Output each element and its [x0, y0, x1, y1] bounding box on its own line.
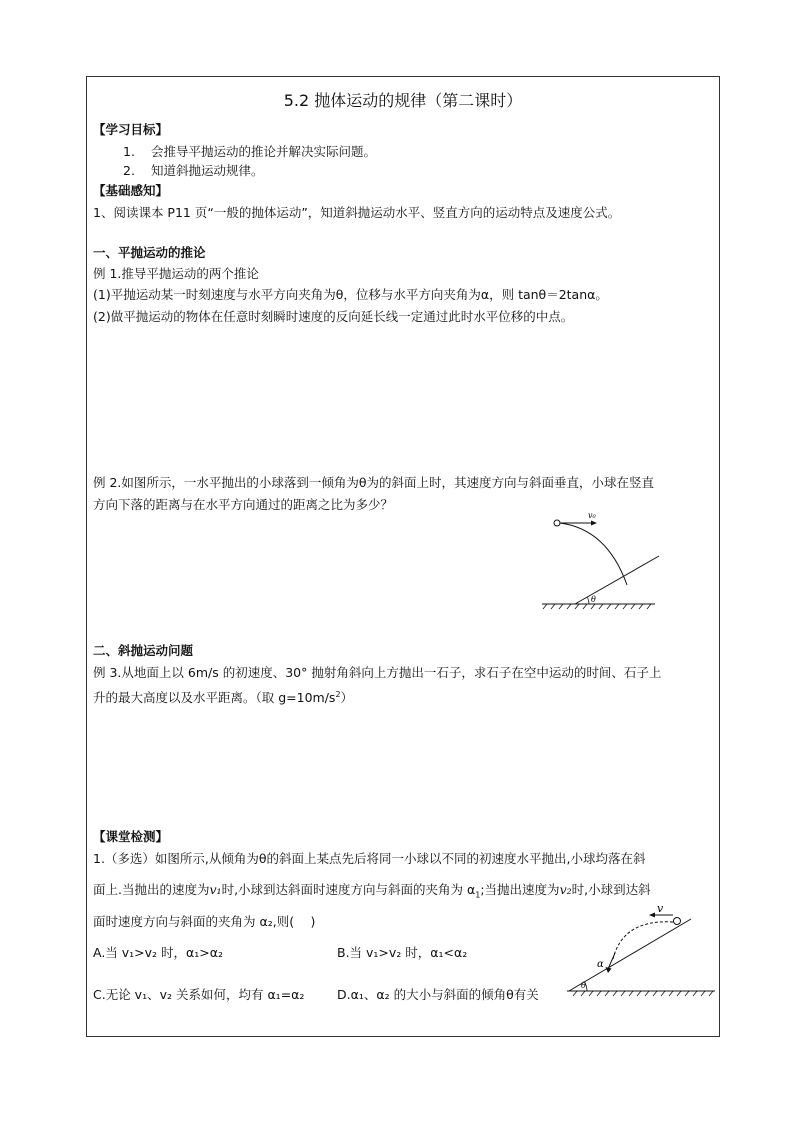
trajectory-curve — [560, 523, 627, 585]
alpha-label: α — [597, 959, 604, 970]
page-title: 5.2 抛体运动的规律（第二课时） — [283, 91, 523, 110]
objective-2-text: 知道斜抛运动规律。 — [151, 163, 264, 178]
trajectory-curve — [613, 922, 673, 959]
velocity-arrowhead — [649, 913, 655, 918]
objective-1-text: 会推导平抛运动的推论并解决实际问题。 — [151, 144, 377, 159]
basic-text: 1、阅读课本 P11 页“一般的抛体运动”，知道斜抛运动水平、竖直方向的运动特点及速度公式。 — [93, 205, 621, 220]
option-d: D.α₁、α₂ 的大小与斜面的倾角θ有关 — [337, 987, 539, 1002]
example2-line2: 方向下落的距离与在水平方向通过的距离之比为多少？ — [93, 497, 394, 512]
incline-projectile-figure — [537, 505, 667, 615]
example3-line2: 升的最大高度以及水平距离。（取 $g=10m/s^2$） — [93, 690, 354, 706]
angle-arc — [588, 598, 590, 605]
example1-item1: (1)平抛运动某一时刻速度与水平方向夹角为θ，位移与水平方向夹角为α，则 tanθ＝2tanα。 — [93, 287, 608, 302]
example3-line1: 例 3.从地面上以 6m/s 的初速度、30° 抛射角斜向上方抛出一石子，求石子在空中运动的时间、石子上 — [93, 665, 662, 680]
question1-line3: 面时速度方向与斜面的夹角为 α₂,则( ) — [93, 914, 316, 929]
example1-title: 例 1.推导平抛运动的两个推论 — [93, 266, 259, 281]
incline-throw-figure — [557, 903, 719, 999]
landing-arrowhead — [606, 967, 612, 973]
question1-line1: 1.（多选）如图所示,从倾角为θ的斜面上某点先后将同一小球以不同的初速度水平抛出,小球均落在斜 — [93, 851, 646, 866]
option-a: A.当 v₁>v₂ 时，α₁>α₂ — [93, 945, 224, 960]
v-label: v — [657, 903, 664, 915]
landing-velocity — [608, 953, 615, 969]
incline-line — [569, 919, 691, 991]
check-heading: 【课堂检测】 — [93, 829, 169, 844]
velocity-arrowhead — [591, 521, 597, 526]
basic-heading: 【基础感知】 — [93, 183, 169, 198]
ground-hatching — [573, 991, 713, 996]
example2-line1: 例 2.如图所示，一水平抛出的小球落到一倾角为θ为的斜面上时，其速度方向与斜面垂直，小球在竖直 — [93, 475, 655, 490]
option-c: C.无论 v₁、v₂ 关系如何，均有 α₁=α₂ — [93, 987, 305, 1002]
objectives-heading: 【学习目标】 — [93, 122, 169, 137]
theta-label: θ — [581, 981, 586, 990]
v0-label: v₀ — [588, 511, 596, 520]
part1-heading: 一、平抛运动的推论 — [93, 245, 206, 260]
superscript: 2 — [335, 690, 341, 699]
objective-1-number: 1. — [123, 144, 135, 159]
example1-item2: (2)做平抛运动的物体在任意时刻瞬时速度的反向延长线一定通过此时水平位移的中点。 — [93, 309, 574, 324]
ball-icon — [674, 918, 681, 925]
worksheet-frame — [86, 76, 720, 1037]
question1-line2: 面上.当抛出的速度为v₁时,小球到达斜面时速度方向与斜面的夹角为 $\alpha_1$;当抛出速度为v₂时,小球到达斜 — [93, 882, 651, 900]
ball-icon — [554, 520, 560, 526]
ground-hatching — [543, 604, 651, 609]
theta-label: θ — [591, 595, 596, 604]
objective-2-number: 2. — [123, 163, 135, 178]
option-b: B.当 v₁>v₂ 时，α₁<α₂ — [337, 945, 468, 960]
part2-heading: 二、斜抛运动问题 — [93, 643, 194, 658]
